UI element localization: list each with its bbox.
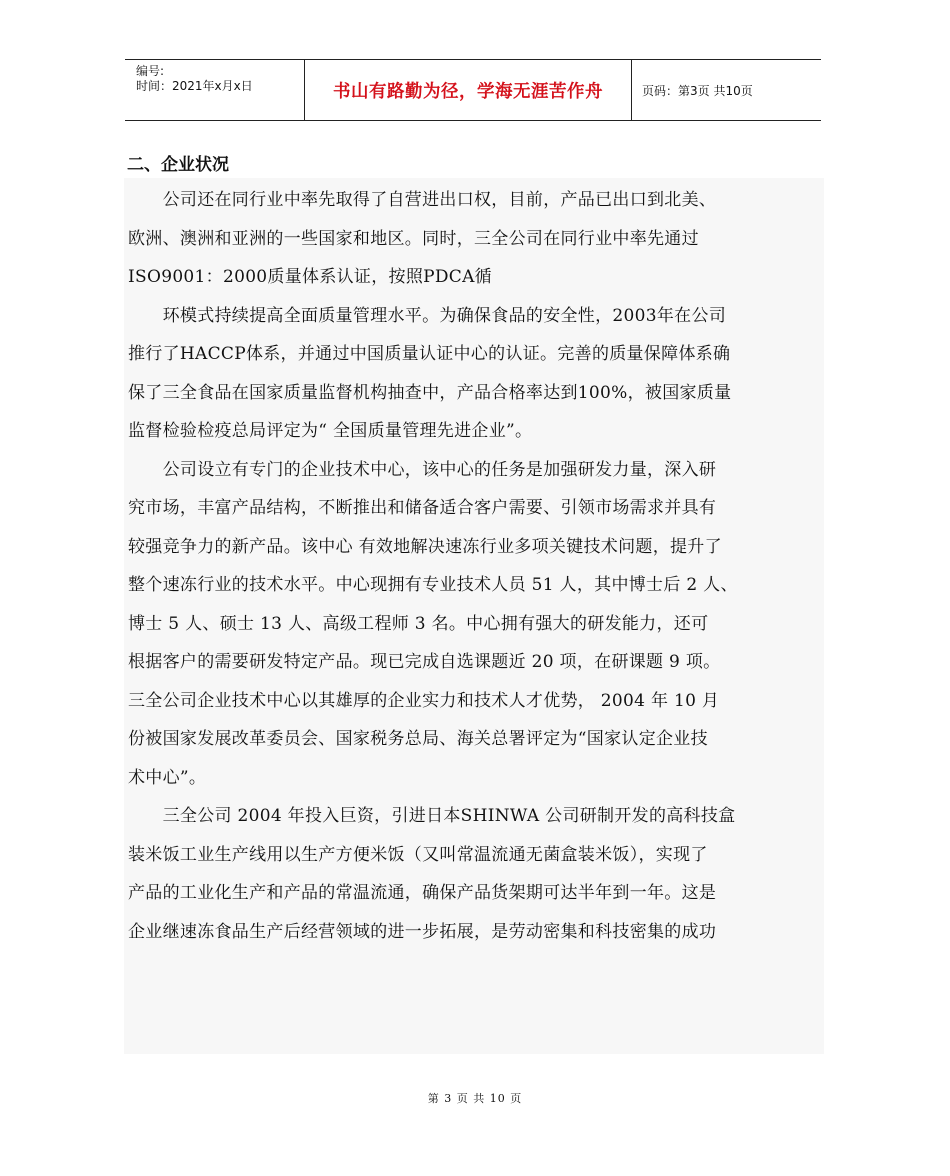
text-line: 博士 5 人、硕士 13 人、高级工程师 3 名。中心拥有强大的研发能力，还可 (128, 613, 709, 634)
text-line: 术中心”。 (128, 767, 207, 788)
text-line: 较强竞争力的新产品。该中心 有效地解决速冻行业多项关键技术问题，提升了 (128, 536, 722, 557)
text-line: 公司还在同行业中率先取得了自营进出口权，目前，产品已出口到北美、 (128, 190, 717, 210)
text-line: 企业继速冻食品生产后经营领域的进一步拓展，是劳动密集和科技密集的成功 (128, 921, 717, 942)
text-line: 监督检验检疫总局评定为“ 全国质量管理先进企业”。 (128, 421, 533, 441)
text-line: 三全公司企业技术中心以其雄厚的企业实力和技术人才优势， 2004 年 10 月 (128, 690, 720, 711)
text-line: 环模式持续提高全面质量管理水平。为确保食品的安全性，2003年在公司 (128, 305, 727, 326)
body-text (124, 178, 824, 1054)
header-slogan: 书山有路勤为径，学海无涯苦作舟 (305, 60, 632, 120)
text-line: 推行了HACCP体系，并通过中国质量认证中心的认证。完善的质量保障体系确 (128, 344, 731, 364)
document-number: 编号: (136, 64, 165, 78)
page-header (125, 59, 821, 121)
text-line: 公司设立有专门的企业技术中心，该中心的任务是加强研发力量，深入研 (128, 459, 717, 480)
section-title: 二、企业状况 (127, 155, 229, 175)
text-line: 究市场，丰富产品结构，不断推出和储备适合客户需要、引领市场需求并具有 (128, 498, 717, 518)
document-time: 时间：2021年x月x日 (136, 79, 253, 93)
header-meta-cell (125, 60, 305, 120)
page-footer: 第 3 页 共 10 页 (427, 1092, 523, 1105)
text-line: 欧洲、澳洲和亚洲的一些国家和地区。同时，三全公司在同行业中率先通过 (128, 228, 699, 249)
text-line: 产品的工业化生产和产品的常温流通，确保产品货架期可达半年到一年。这是 (128, 883, 717, 903)
header-page-number: 页码：第3页 共10页 (642, 83, 753, 98)
text-line: 装米饭工业生产线用以生产方便米饭（又叫常温流通无菌盒装米饭），实现了 (128, 844, 708, 865)
text-line: 整个速冻行业的技术水平。中心现拥有专业技术人员 51 人，其中博士后 2 人、 (128, 575, 738, 595)
text-line: 三全公司 2004 年投入巨资，引进日本SHINWA 公司研制开发的高科技盒 (128, 806, 736, 826)
text-line: 保了三全食品在国家质量监督机构抽查中，产品合格率达到100%，被国家质量 (128, 382, 732, 403)
text-line: ISO9001：2000质量体系认证，按照PDCA循 (128, 267, 492, 287)
text-line: 份被国家发展改革委员会、国家税务总局、海关总署评定为“国家认定企业技 (128, 729, 708, 749)
text-line: 根据客户的需要研发特定产品。现已完成自选课题近 20 项，在研课题 9 项。 (128, 652, 721, 672)
